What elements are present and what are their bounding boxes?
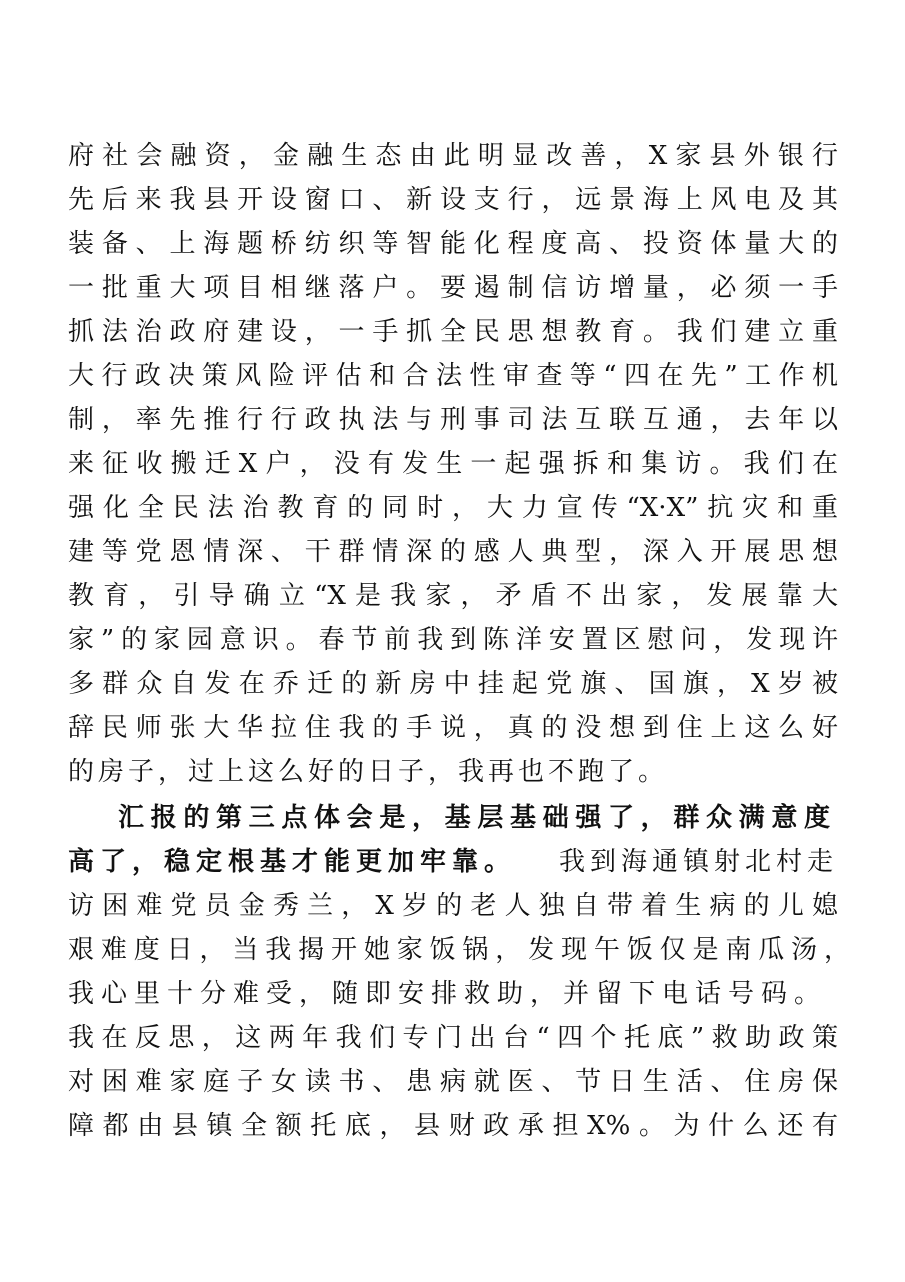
text-line: 来征收搬迁X户，没有发生一起强拆和集访。我们在 (68, 449, 838, 479)
text-line: 障都由县镇全额托底，县财政承担X%。为什么还有 (68, 1111, 838, 1141)
text-line: 一批重大项目相继落户。要遏制信访增量，必须一手 (68, 273, 838, 303)
text-line: 大行政决策风险评估和合法性审查等“四在先”工作机 (68, 361, 838, 391)
bold-heading-fragment: 高了，稳定根基才能更加牢靠。 (68, 847, 517, 877)
text-line: 我在反思，这两年我们专门出台“四个托底”救助政策 (68, 1023, 838, 1053)
text-line: 我心里十分难受，随即安排救助，并留下电话号码。 (68, 979, 820, 1009)
text-line: 装备、上海题桥纺织等智能化程度高、投资体量大的 (68, 229, 838, 259)
text-fragment: 我到海通镇射北村走 (558, 847, 838, 877)
text-line: 抓法治政府建设，一手抓全民思想教育。我们建立重 (68, 317, 838, 347)
text-line: 制，率先推行行政执法与刑事司法互联互通，去年以 (68, 405, 838, 435)
mixed-text-line (68, 846, 838, 878)
text-line: 艰难度日，当我揭开她家饭锅，发现午饭仅是南瓜汤， (68, 935, 850, 965)
text-line: 多群众自发在乔迁的新房中挂起党旗、国旗，X岁被 (68, 669, 838, 699)
text-line: 强化全民法治教育的同时，大力宣传“X·X”抗灾和重 (68, 493, 838, 523)
text-line: 建等党恩情深、干群情深的感人典型，深入开展思想 (68, 537, 838, 567)
text-line: 访困难党员金秀兰，X岁的老人独自带着生病的儿媳 (68, 891, 838, 921)
text-line: 辞民师张大华拉住我的手说，真的没想到住上这么好 (68, 713, 838, 743)
text-line: 对困难家庭子女读书、患病就医、节日生活、住房保 (68, 1067, 838, 1097)
bold-heading-line: 汇报的第三点体会是，基层基础强了，群众满意度 (118, 803, 830, 833)
text-line: 家”的家园意识。春节前我到陈洋安置区慰问，发现许 (68, 625, 838, 655)
text-line: 教育，引导确立“X是我家，矛盾不出家，发展靠大 (68, 581, 838, 611)
text-line: 府社会融资，金融生态由此明显改善，X家县外银行 (68, 141, 838, 171)
text-line: 的房子，过上这么好的日子，我再也不跑了。 (68, 757, 669, 787)
text-line: 先后来我县开设窗口、新设支行，远景海上风电及其 (68, 185, 838, 215)
